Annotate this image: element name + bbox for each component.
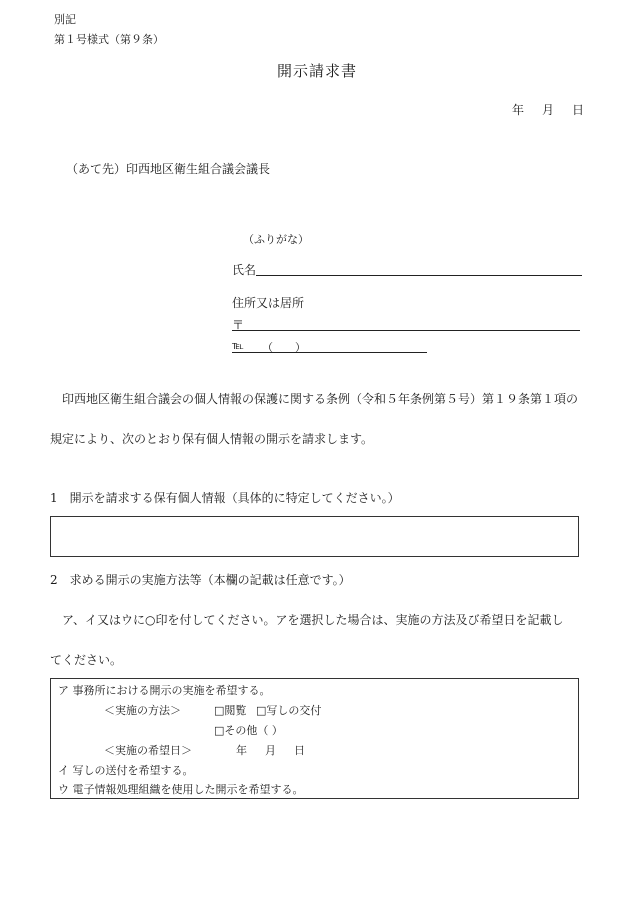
option-i[interactable]: イ 写しの送付を希望する。 [58,764,194,777]
addressee: （あて先）印西地区衛生組合議会議長 [66,162,271,176]
tel-label: ℡ [232,339,244,352]
section2-instruction-1: ア、イ又はウに○印を付してください。アを選択した場合は、実施の方法及び希望日を記載し [62,613,564,627]
tel-parens: （ ） [262,341,306,354]
address-field[interactable] [232,330,580,331]
furigana-label: （ふりがな） [243,233,309,246]
method-label: ＜実施の方法＞ [104,704,181,717]
name-field[interactable] [256,275,582,276]
copy-option[interactable]: □写しの交付 [256,704,322,717]
desired-day-label: 日 [294,744,305,757]
section1-info-box[interactable] [50,516,579,557]
date-day-label: 日 [572,103,585,117]
other-option[interactable]: □その他（ ） [214,724,283,737]
section2-heading: 2 求める開示の実施方法等（本欄の記載は任意です。） [50,573,351,587]
date-month-label: 月 [542,103,555,117]
postal-mark: 〒 [232,318,245,332]
name-label: 氏名 [232,263,257,277]
body-line-2: 規定により、次のとおり保有個人情報の開示を請求します。 [50,432,374,446]
address-label: 住所又は居所 [232,296,305,310]
desired-month-label: 月 [265,744,276,757]
desired-year-label: 年 [236,744,247,757]
disclosure-method-box [50,678,579,799]
section2-instruction-2: てください。 [50,653,123,667]
option-a[interactable]: ア 事務所における開示の実施を希望する。 [58,684,271,697]
view-option[interactable]: □閲覧 [214,704,247,717]
section1-heading: 1 開示を請求する保有個人情報（具体的に特定してください。） [50,491,400,505]
page-title: 開示請求書 [277,62,358,80]
appendix-label: 別記 [54,13,76,26]
option-u[interactable]: ウ 電子情報処理組織を使用した開示を希望する。 [58,783,304,796]
desired-date[interactable] [236,742,305,758]
date-year-label: 年 [512,103,525,117]
date-line [512,101,584,118]
desired-date-label: ＜実施の希望日＞ [104,744,192,757]
body-line-1: 印西地区衛生組合議会の個人情報の保護に関する条例（令和５年条例第５号）第１９条第１項の [62,392,579,406]
tel-field[interactable] [232,352,427,353]
form-number: 第１号様式（第９条） [54,33,164,46]
